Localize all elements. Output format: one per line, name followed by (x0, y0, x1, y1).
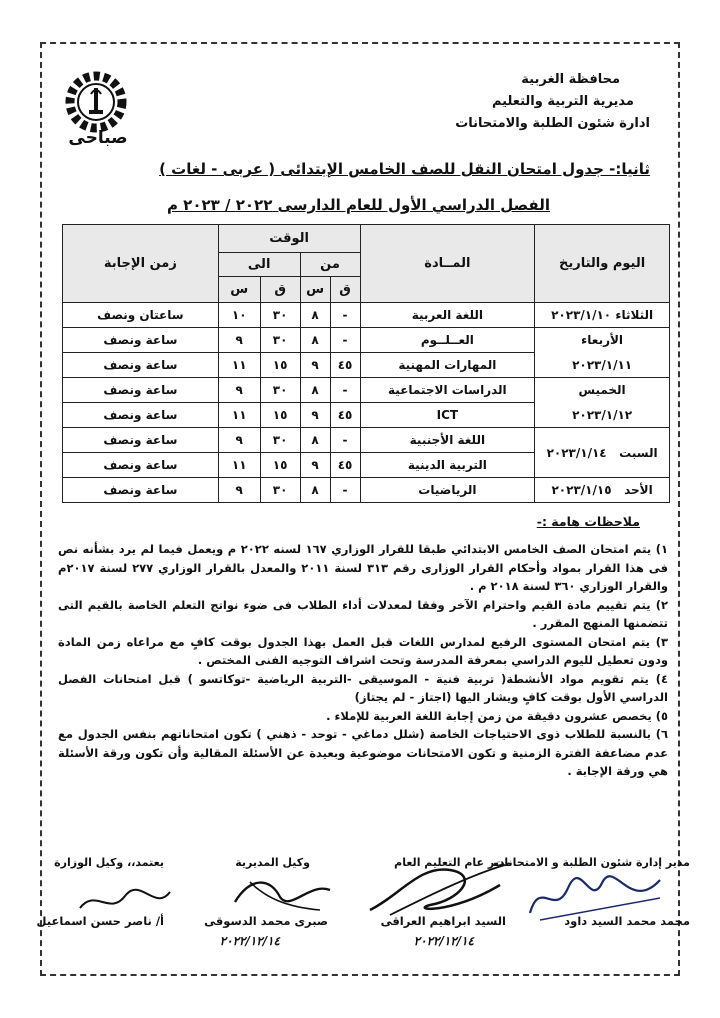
to-q-cell: ٣٠ (260, 303, 300, 328)
duration-cell: ساعة ونصف (63, 328, 219, 353)
table-row (63, 378, 670, 403)
to-s-cell: ٩ (218, 378, 260, 403)
duration-cell: ساعة ونصف (63, 378, 219, 403)
signature-name-3: صبرى محمد الدسوقى (204, 914, 328, 928)
note-item: ٤) يتم تقويم مواد الأنشطة( تربية فنية - الموسيقى -التربية الرياضية -توكاتسو ) قبل امتحانات الفصل الدراسي الأول بوقت كافٍ ويشار اليها (اجتاز - لم يجتاز) (58, 671, 668, 704)
table-row (63, 303, 670, 328)
page-border (40, 42, 680, 976)
from-q-cell: ٤٥ (330, 453, 360, 478)
header-to-s: س (218, 277, 260, 303)
header-time: الوقت (218, 225, 360, 253)
table-row (63, 353, 670, 378)
day-cell: الأربعاء (535, 328, 670, 353)
signature-title-4: يعتمد،، وكيل الوزارة (54, 856, 164, 869)
duration-cell: ساعة ونصف (63, 478, 219, 503)
to-s-cell: ١٠ (218, 303, 260, 328)
signature-title-3: وكيل المديرية (235, 856, 310, 869)
header-from-s: س (300, 277, 330, 303)
note-item: ١) يتم امتحان الصف الخامس الابتدائي طبقا للقرار الوزاري ١٦٧ لسنه ٢٠٢٢ م ويعمل فيما لم يرد بشأنه نص فى هذا القرار بمواد وأحكام القرار الوزارى رقم ٣١٣ لسنة ٢٠١١ والمعدل بالقرار الوزاري ٢٧٧ لسنة ٢٠١٧م والقرار الوزاري ٣٦٠ لسنة ٢٠١٨ م . (58, 542, 669, 593)
handwritten-signature-1 (520, 868, 670, 928)
duration-cell: ساعة ونصف (63, 403, 219, 428)
from-q-cell: - (330, 478, 360, 503)
note-item: ٥) يخصص عشرون دقيقة من زمن إجابة اللغة العربية للإملاء . (326, 708, 668, 723)
from-s-cell: ٩ (300, 453, 330, 478)
logo-text: صباحى (68, 128, 128, 148)
header-day-date: اليوم والتاريخ (535, 225, 670, 303)
from-s-cell: ٩ (300, 403, 330, 428)
to-s-cell: ١١ (218, 353, 260, 378)
to-q-cell: ١٥ (260, 403, 300, 428)
table-row (63, 428, 670, 453)
from-q-cell: ٤٥ (330, 353, 360, 378)
from-s-cell: ٨ (300, 478, 330, 503)
table-row (63, 478, 670, 503)
directorate: مديرية التربية والتعليم (491, 94, 634, 109)
header-from: من (300, 253, 360, 277)
to-s-cell: ٩ (218, 428, 260, 453)
signature-title-2: مدير عام التعليم العام (394, 856, 512, 869)
signature-name-1: محمد محمد السيد داود (564, 914, 690, 928)
from-s-cell: ٨ (300, 428, 330, 453)
header-from-q: ق (330, 277, 360, 303)
to-q-cell: ١٥ (260, 453, 300, 478)
notes-list (58, 540, 668, 781)
duration-cell: ساعة ونصف (63, 353, 219, 378)
day-cell: الخميس (535, 378, 670, 403)
subject-cell: الرياضيات (360, 478, 535, 503)
from-s-cell: ٨ (300, 303, 330, 328)
duration-cell: ساعة ونصف (63, 428, 219, 453)
to-s-cell: ١١ (218, 403, 260, 428)
subject-cell: التربية الدينية (360, 453, 535, 478)
note-item: ٢) يتم تقييم مادة القيم واحترام الآخر وفقا لمعدلات أداء الطلاب فى ضوء نواتج التعلم الخاصة بالقيم التى تتضمنها المنهج المقرر . (58, 597, 668, 630)
subject-cell: المهارات المهنية (360, 353, 535, 378)
handwritten-signature-3 (220, 862, 340, 922)
from-s-cell: ٩ (300, 353, 330, 378)
to-q-cell: ١٥ (260, 353, 300, 378)
from-q-cell: - (330, 378, 360, 403)
page-title: ثانيا:- جدول امتحان النقل للصف الخامس الإبتدائى ( عربى - لغات ) (159, 160, 650, 178)
subject-cell: اللغة الأجنبية (360, 428, 535, 453)
header-to: الى (218, 253, 300, 277)
note-item: ٦) بالنسبة للطلاب ذوى الاحتياجات الخاصة (شلل دماغي - توحد - ذهني ) تكون امتحاناتهم بنفس الجدول مع عدم مضاعفة الفترة الزمنية و تكون الامتحانات موضوعية وبعيدة عن الأسئلة المقالية وأن تكون ورقة الأسئلة هي ورقة الإجابة . (58, 727, 668, 778)
duration-cell: ساعتان ونصف (63, 303, 219, 328)
date-cell: ٢٠٢٣/١/١٢ (535, 403, 670, 428)
from-s-cell: ٨ (300, 328, 330, 353)
to-q-cell: ٣٠ (260, 328, 300, 353)
department: ادارة شئون الطلبة والامتحانات (455, 116, 650, 131)
day-cell: السبت ٢٠٢٣/١/١٤ (535, 428, 670, 478)
header-to-q: ق (260, 277, 300, 303)
note-item: ٣) يتم امتحان المستوى الرفيع لمدارس اللغات قبل العمل بهذا الجدول بوقت كافٍ مع مراعاه زمن المادة ودون تعطيل لليوم الدراسي بمعرفة المدرسة وتحت اشراف التوجيه الفنى المختص . (58, 634, 668, 667)
exam-schedule-table (62, 224, 670, 503)
from-q-cell: - (330, 328, 360, 353)
handwritten-signature-4 (70, 878, 180, 922)
signature-date-2: ٢٠٢٢/١٢/١٤ (413, 934, 474, 948)
page-subtitle: الفصل الدراسي الأول للعام الدارسى ٢٠٢٢ / ٢٠٢٣ م (166, 196, 550, 214)
to-q-cell: ٣٠ (260, 478, 300, 503)
governorate: محافظة الغربية (521, 72, 620, 87)
to-q-cell: ٣٠ (260, 428, 300, 453)
from-q-cell: ٤٥ (330, 403, 360, 428)
day-cell: الأحد ٢٠٢٣/١/١٥ (535, 478, 670, 503)
from-s-cell: ٨ (300, 378, 330, 403)
from-q-cell: - (330, 428, 360, 453)
signature-date-3: ٢٠٢٢/١٢/١٤ (219, 934, 280, 948)
duration-cell: ساعة ونصف (63, 453, 219, 478)
to-s-cell: ١١ (218, 453, 260, 478)
table-row (63, 328, 670, 353)
signature-name-2: السيد ابراهيم العراقى (380, 914, 506, 928)
to-q-cell: ٣٠ (260, 378, 300, 403)
day-cell: الثلاثاء ٢٠٢٣/١/١٠ (535, 303, 670, 328)
handwritten-signature-2 (360, 855, 510, 925)
header-subject: المــادة (360, 225, 535, 303)
signature-name-4: أ/ ناصر حسن اسماعيل (36, 914, 164, 928)
notes-heading: ملاحظات هامة :- (536, 514, 640, 529)
to-s-cell: ٩ (218, 328, 260, 353)
subject-cell: اللغة العربية (360, 303, 535, 328)
table-row (63, 403, 670, 428)
from-q-cell: - (330, 303, 360, 328)
subject-cell: العــلــوم (360, 328, 535, 353)
signature-title-1: مدير إدارة شئون الطلبة و الامتحانات (493, 856, 690, 869)
header-duration: زمن الإجابة (63, 225, 219, 303)
subject-cell: ICT (360, 403, 535, 428)
subject-cell: الدراسات الاجتماعية (360, 378, 535, 403)
to-s-cell: ٩ (218, 478, 260, 503)
date-cell: ٢٠٢٣/١/١١ (535, 353, 670, 378)
